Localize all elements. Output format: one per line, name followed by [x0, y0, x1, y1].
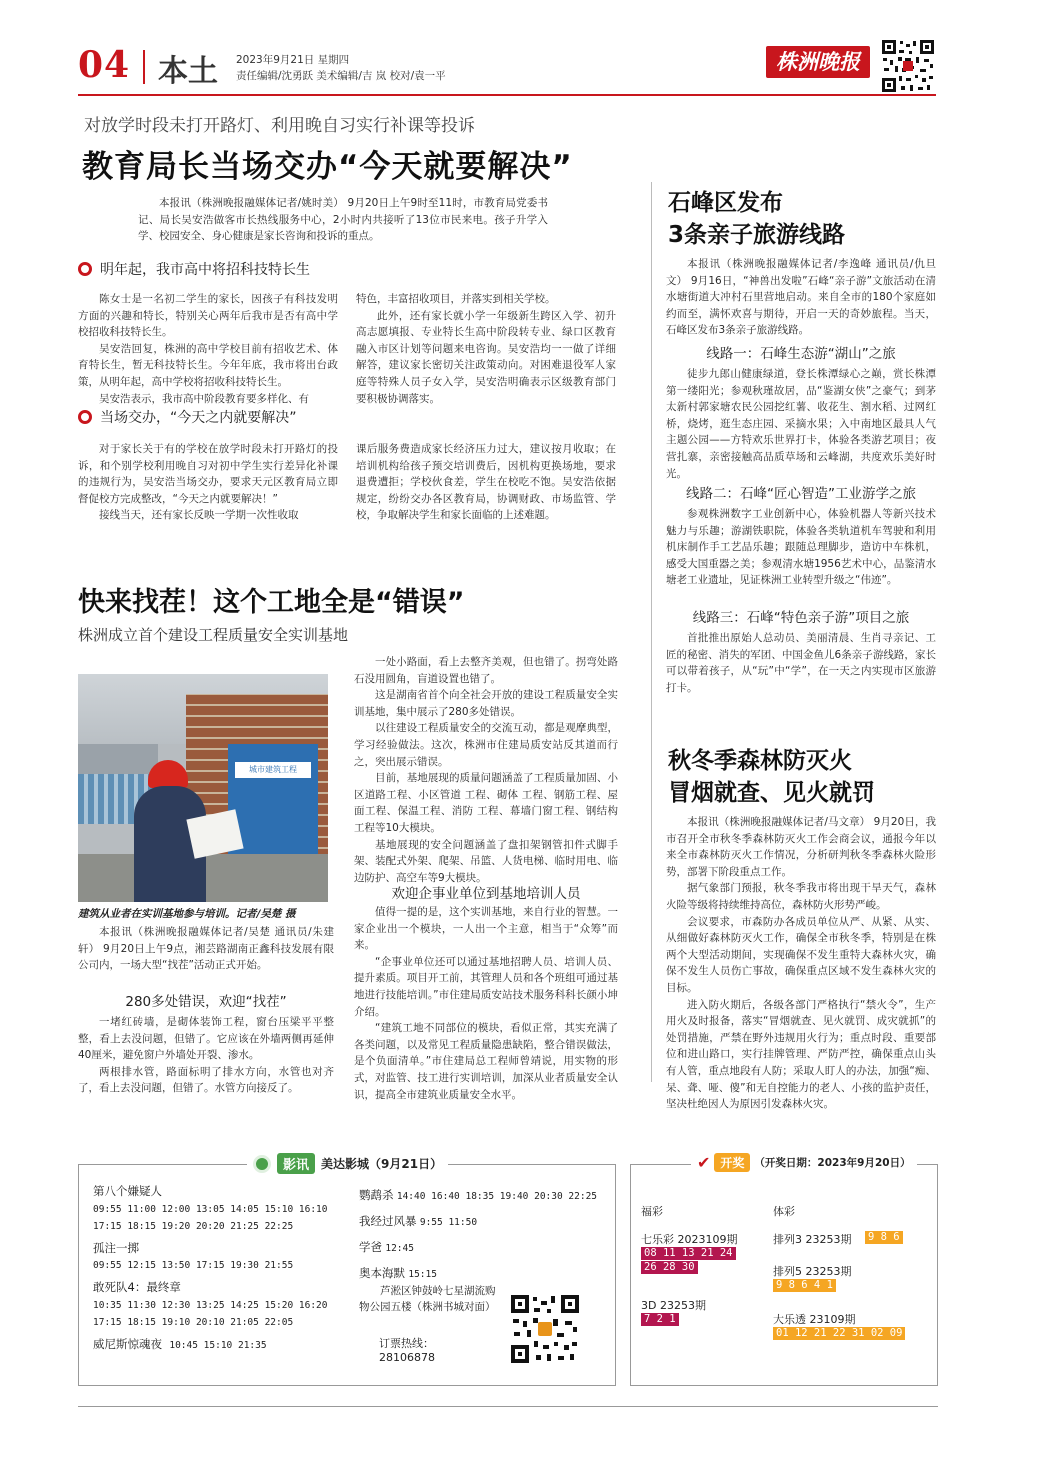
qlc-numbers-line1: 08 11 13 21 24	[641, 1247, 736, 1260]
headline-line1: 秋冬季森林防灭火	[668, 748, 852, 774]
worker-helmet	[148, 760, 188, 788]
film-name: 学爸	[359, 1240, 382, 1254]
headline-line1: 石峰区发布	[668, 190, 783, 216]
editors-line: 责任编辑/沈勇跃 美术编辑/吉 岚 校对/袁一平	[236, 70, 446, 82]
showtimes: 14:40 16:40 18:35 19:40 20:30 22:25	[396, 1191, 598, 1202]
film-name: 我经过风暴	[359, 1214, 417, 1228]
kicker: 对放学时段未打开路灯、利用晚自习实行补课等投诉	[84, 116, 475, 136]
cinema-title: 美达影城（9月21日）	[321, 1157, 443, 1171]
films-right-column	[359, 1183, 609, 1287]
fc3d-numbers: 7 2 1	[641, 1313, 679, 1326]
showtimes: 12:45	[385, 1243, 414, 1254]
pl5-numbers: 9 8 6 4 1	[773, 1279, 836, 1292]
bullet-dot	[78, 262, 92, 276]
showtimes: 15:15	[408, 1269, 437, 1280]
masthead-rule	[78, 94, 936, 96]
bullet-dot	[78, 410, 92, 424]
masthead-divider	[143, 50, 145, 84]
body: 本报讯（株洲晚报融媒体记者/马文章） 9月20日，我市召开全市秋冬季森林防灭火工作会商会议，通报今年以来全市森林防灭火工作情况，分析研判秋冬季森林火险形势，部署下阶段重点工作。 据气象部门预报，秋冬季我市将出现干旱天气，森林火险等级将持续维持高位，森林防火形势严峻。 会议要求，市森防办各成员单位从严、从紧、从实、从细做好森林防灭火工作，确保全市秋冬季，特别是在株两个大型活动期间，实现确保不发生重特大森林火灾，确保不发生人员伤亡事故，确保重点区域不发生森林火灾的目标。 进入防火期后，各级各部门严格执行“禁火令”，生产用火及时报备，落实“冒烟就查、见火就罚、成灾就抓”的处罚措施，严禁在野外违规用火行为；重点时段、重要部位和进山路口，实行挂牌管理、严防严控，确保重点山头有人管，重点地段有人防；采取人盯人的办法，加强“痴、呆、聋、哑、傻”和无自控能力的老人、小孩的监护责任，坚决杜绝因人为原因引发森林火灾。	[666, 816, 936, 1111]
route-2-body: 参观株洲数字工业创新中心，体验机器人等新兴技术魅力与乐趣；游湖铁职院，体验各类轨道机车驾驶和利用机床制作手工艺品乐趣；跟随总理脚步，造访中车株机，感受大国重器之美；参观清水塘1956艺术中心，品鉴清水塘老工业遗址，见证株洲工业转型升级之“伟迹”。	[666, 508, 936, 587]
lottery-results	[630, 1153, 938, 1386]
fc3d-label: 3D 23253期	[641, 1299, 706, 1312]
col2-body: 一处小路面，看上去整齐美观，但也错了。拐弯处路石没用圆角，盲道设置也错了。 这是湖南省首个向全社会开放的建设工程质量安全实训基地，集中展示了280多处错误。 以往建设工程质量安全的交流互动，都是观摩典型，学习经验做法。这次，株洲市住建局质安站反其道而行之，突出展示错误。 目前，基地展现的质量问题涵盖了工程质量加固、小区道路工程、小区管道 工程、砌体 工程、钢筋工程、屋面工程、保温工程、消防 工程、幕墙门窗工程、钢结构工程等10大模块。 基地展现的安全问题涵盖了盘扣架钢管扣件式脚手架、装配式外架、爬架、吊篮、人货电梯、临时用电、临边防护、高空车等9大模块。	[354, 656, 618, 884]
film-name: 第八个嫌疑人	[93, 1184, 162, 1198]
lead-paragraph: 本报讯（株洲晚报融媒体记者/吴楚 通讯员/朱建轩） 9月20日上午9点，湘芸路湖南正鑫科技发展有限公司内，一场大型“找茬”活动正式开始。	[78, 926, 334, 972]
sec2-col1: 对于家长关于有的学校在放学时段未打开路灯的投诉，和个别学校利用晚自习对初中学生实行差异化补课的违规行为，吴安浩当场交办，要求天元区教育局立即督促校方完成整改，“今天之内就要解决！” 接线当天，还有家长反映一学期一次性收取	[78, 443, 338, 522]
cinema-address: 芦淞区钟鼓岭七星湖流购物公园五楼（株洲书城对面）	[359, 1285, 496, 1313]
lead-paragraph: 本报讯（株洲晚报融媒体记者/姚时美） 9月20日上午9时至11时，市教育局党委书记、局长吴安浩做客市长热线服务中心，2小时内共接听了13位市民来电。孩子升学入学、校园安全、身心健康是家长咨询和投诉的重点。	[138, 197, 548, 243]
footer-rule	[78, 1406, 938, 1407]
column-divider	[651, 182, 652, 1082]
headline-line2: 冒烟就查、见火就罚	[668, 780, 875, 806]
section-name: 本土	[158, 54, 218, 89]
showtimes: 09:55 11:00 12:00 13:05 14:05 15:10 16:10	[93, 1203, 328, 1215]
film-reel-icon	[253, 1155, 271, 1173]
welfare-heading: 福彩	[641, 1205, 663, 1218]
subtitle: 株洲成立首个建设工程质量安全实训基地	[78, 626, 349, 644]
news-photo	[78, 674, 328, 902]
sec1-col2: 特色，丰富招收项目，并落实到相关学校。 此外，还有家长就小学一年级新生跨区入学、初升高志愿填报、专业特长生高中阶段转专业、绿口区教育融入市区计划等问题来电咨询。吴安浩均一一做了详细解答，建议家长密切关注政策动向。对困难退役军人家庭等特殊人员子女入学，吴安浩明确表示区级教育部门要积极协调落实。	[356, 293, 616, 405]
dlt-numbers: 01 12 21 22 31 02 09	[773, 1327, 905, 1340]
subhead-1: 280多处错误，欢迎“找茬”	[125, 994, 287, 1010]
pl3-numbers: 9 8 6	[865, 1231, 903, 1244]
route-1-body: 徒步九郎山健康绿道，登长株潭绿心之巅，赏长株潭第一缕阳光；参观秋瑾故居，品“鉴湖女侠”之豪气；到茅太新村郭家塘农民公园挖红薯、收花生、割水稻、过网红桥，烧烤，逛生态庄园、采摘水果；入中南地区最具人气主题公园——方特欢乐世界打卡，体验各类游艺项目；夜营扎寨，亲密接触高品质草场和云峰湖，共度欢乐美好时光。	[666, 368, 936, 480]
film-name: 奥本海默	[359, 1266, 405, 1280]
hotline-label: 订票热线：	[379, 1337, 434, 1350]
cinema-listings	[78, 1157, 616, 1386]
subhead-1: 明年起，我市高中将招科技特长生	[78, 259, 310, 279]
qlc-numbers-line2: 26 28 30	[641, 1261, 698, 1274]
hotline-number: 28106878	[379, 1351, 435, 1364]
paper-logo: 株洲晚报	[766, 46, 870, 78]
showtimes: 09:55 12:15 13:50 17:15 19:30 21:55	[93, 1260, 294, 1272]
showtimes: 17:15 18:15 19:20 20:20 21:25 22:25	[93, 1221, 294, 1233]
lottery-date: （开奖日期：2023年9月20日）	[754, 1157, 911, 1169]
film-row	[359, 1183, 609, 1209]
sec2-col2: 课后服务费造成家长经济压力过大，建议按月收取；在培训机构给孩子预交培训费后，因机构更换场地，要求退费遭拒；学校伙食差，学生在校吃不饱。吴安浩依据规定，纷纷交办各区教育局，协调财政、市场监管、学校，争取解决学生和家长面临的上述难题。	[356, 443, 616, 522]
subhead-2: 当场交办，“今天之内就要解决”	[78, 407, 297, 427]
pl5-label: 排列5 23253期	[773, 1265, 852, 1278]
film-name: 敢死队4：最终章	[93, 1279, 181, 1294]
headline: 快来找茬！这个工地全是“错误”	[78, 587, 465, 618]
article-forest-fire	[666, 738, 938, 1118]
route-1-title: 线路一：石峰生态游“湖山”之旅	[706, 346, 896, 362]
showtimes: 10:35 11:30 12:30 13:25 14:25 15:20 16:20	[93, 1299, 328, 1311]
sports-heading: 体彩	[773, 1205, 795, 1218]
article-education	[78, 105, 634, 545]
pl3-label: 排列3 23253期	[773, 1233, 852, 1246]
headline-line2: 3条亲子旅游线路	[668, 222, 846, 248]
sec1-col1: 陈女士是一名初二学生的家长，因孩子有科技发明方面的兴趣和特长，特别关心两年后我市是否有高中学校招收科技特长生。 吴安浩回复，株洲的高中学校目前有招收艺术、体育特长生，暂无科技特长生。今年年底，我市将出台政策，从明年起，高中学校将招收科技特长生。 吴安浩表示，我市高中阶段教育要多样化、有	[78, 293, 338, 405]
lottery-header	[691, 1153, 917, 1172]
lead-paragraph: 本报讯（株洲晚报融媒体记者/李逸峰 通讯员/仇旦文） 9月16日，“神兽出发啦”石峰“亲子游”文旅活动在清水塘街道大冲村石里营地启动。来自全市的180个家庭如约而至，满怀欢喜与期待，开启一天的奇妙旅程。当天，石峰区发布3条亲子旅游线路。	[666, 258, 936, 337]
cinema-qr-code-icon	[509, 1293, 581, 1365]
film-name: 孤注一掷	[93, 1240, 139, 1255]
film-name: 鹦鹉杀	[359, 1188, 394, 1202]
photo-caption: 建筑从业者在实训基地参与培训。记者/吴楚 摄	[78, 908, 296, 920]
showtimes: 17:15 18:15 19:10 20:10 21:05 22:05	[93, 1317, 294, 1329]
photo-sign: 城市建筑工程	[235, 762, 311, 778]
cinema-header	[247, 1153, 448, 1174]
film-name: 威尼斯惊魂夜	[93, 1336, 162, 1351]
article-tourism	[666, 180, 938, 700]
showtimes: 9:55 11:50	[419, 1217, 478, 1228]
lottery-badge: 开奖	[714, 1153, 750, 1172]
film-row	[359, 1209, 609, 1235]
film-row	[359, 1235, 609, 1261]
films-left-column	[93, 1183, 343, 1354]
masthead	[0, 0, 1039, 105]
date-line: 2023年9月21日 星期四	[236, 54, 350, 66]
col2-body-2: 值得一提的是，这个实训基地，来自行业的智慧。一家企业出一个模块，一人出一个主意，相当于“众筹”而来。 “企事业单位还可以通过基地招聘人员、培训人员、提升素质。项目开工前，其管理人员和各个班组可通过基地进行技能培训。”市住建局质安站技术服务科科长颜小坤介绍。 “建筑工地不同部位的模块，看似正常，其实充满了各类问题，以及常见工程质量隐患缺陷，整合错误做法，是个负面清单。”市住建局总工程师曾靖说，用实物的形式，对监管、技工进行实训培训，加深从业者质量安全认识，提高全市建筑业质量安全水平。	[354, 906, 618, 1101]
article-construction	[78, 548, 634, 1101]
checkmark-icon: ✔	[697, 1153, 711, 1172]
route-3-body: 首批推出原始人总动员、美丽清晨、生肖寻亲记、工匠的秘密、消失的军团、中国金鱼儿6条亲子游线路，家长可以带着孩子，从“玩”中“学”，在一天之内实现市区旅游打卡。	[666, 632, 936, 694]
qlc-label: 七乐彩 2023109期	[641, 1233, 738, 1246]
cinema-badge: 影讯	[277, 1153, 315, 1174]
dlt-label: 大乐透 23109期	[773, 1313, 856, 1326]
headline: 教育局长当场交办“今天就要解决”	[82, 149, 573, 185]
page-number: 04	[78, 44, 131, 86]
route-3-title: 线路三：石峰“特色亲子游”项目之旅	[692, 610, 910, 626]
col1-body: 一堵红砖墙，是砌体装饰工程，窗台压梁平平整整，看上去没问题，但错了。它应该在外墙两侧再延伸40厘米，避免窗户外墙处开裂、渗水。 两根排水管，路面标明了排水方向，水管也对齐了，看上去没问题，但错了。水管方向接反了。	[78, 1016, 334, 1095]
showtimes: 10:45 15:10 21:35	[169, 1339, 267, 1351]
qr-code-icon	[880, 38, 936, 94]
film-row	[93, 1336, 343, 1355]
route-2-title: 线路二：石峰“匠心智造”工业游学之旅	[686, 486, 916, 502]
subhead-2: 欢迎企事业单位到基地培训人员	[391, 886, 581, 902]
